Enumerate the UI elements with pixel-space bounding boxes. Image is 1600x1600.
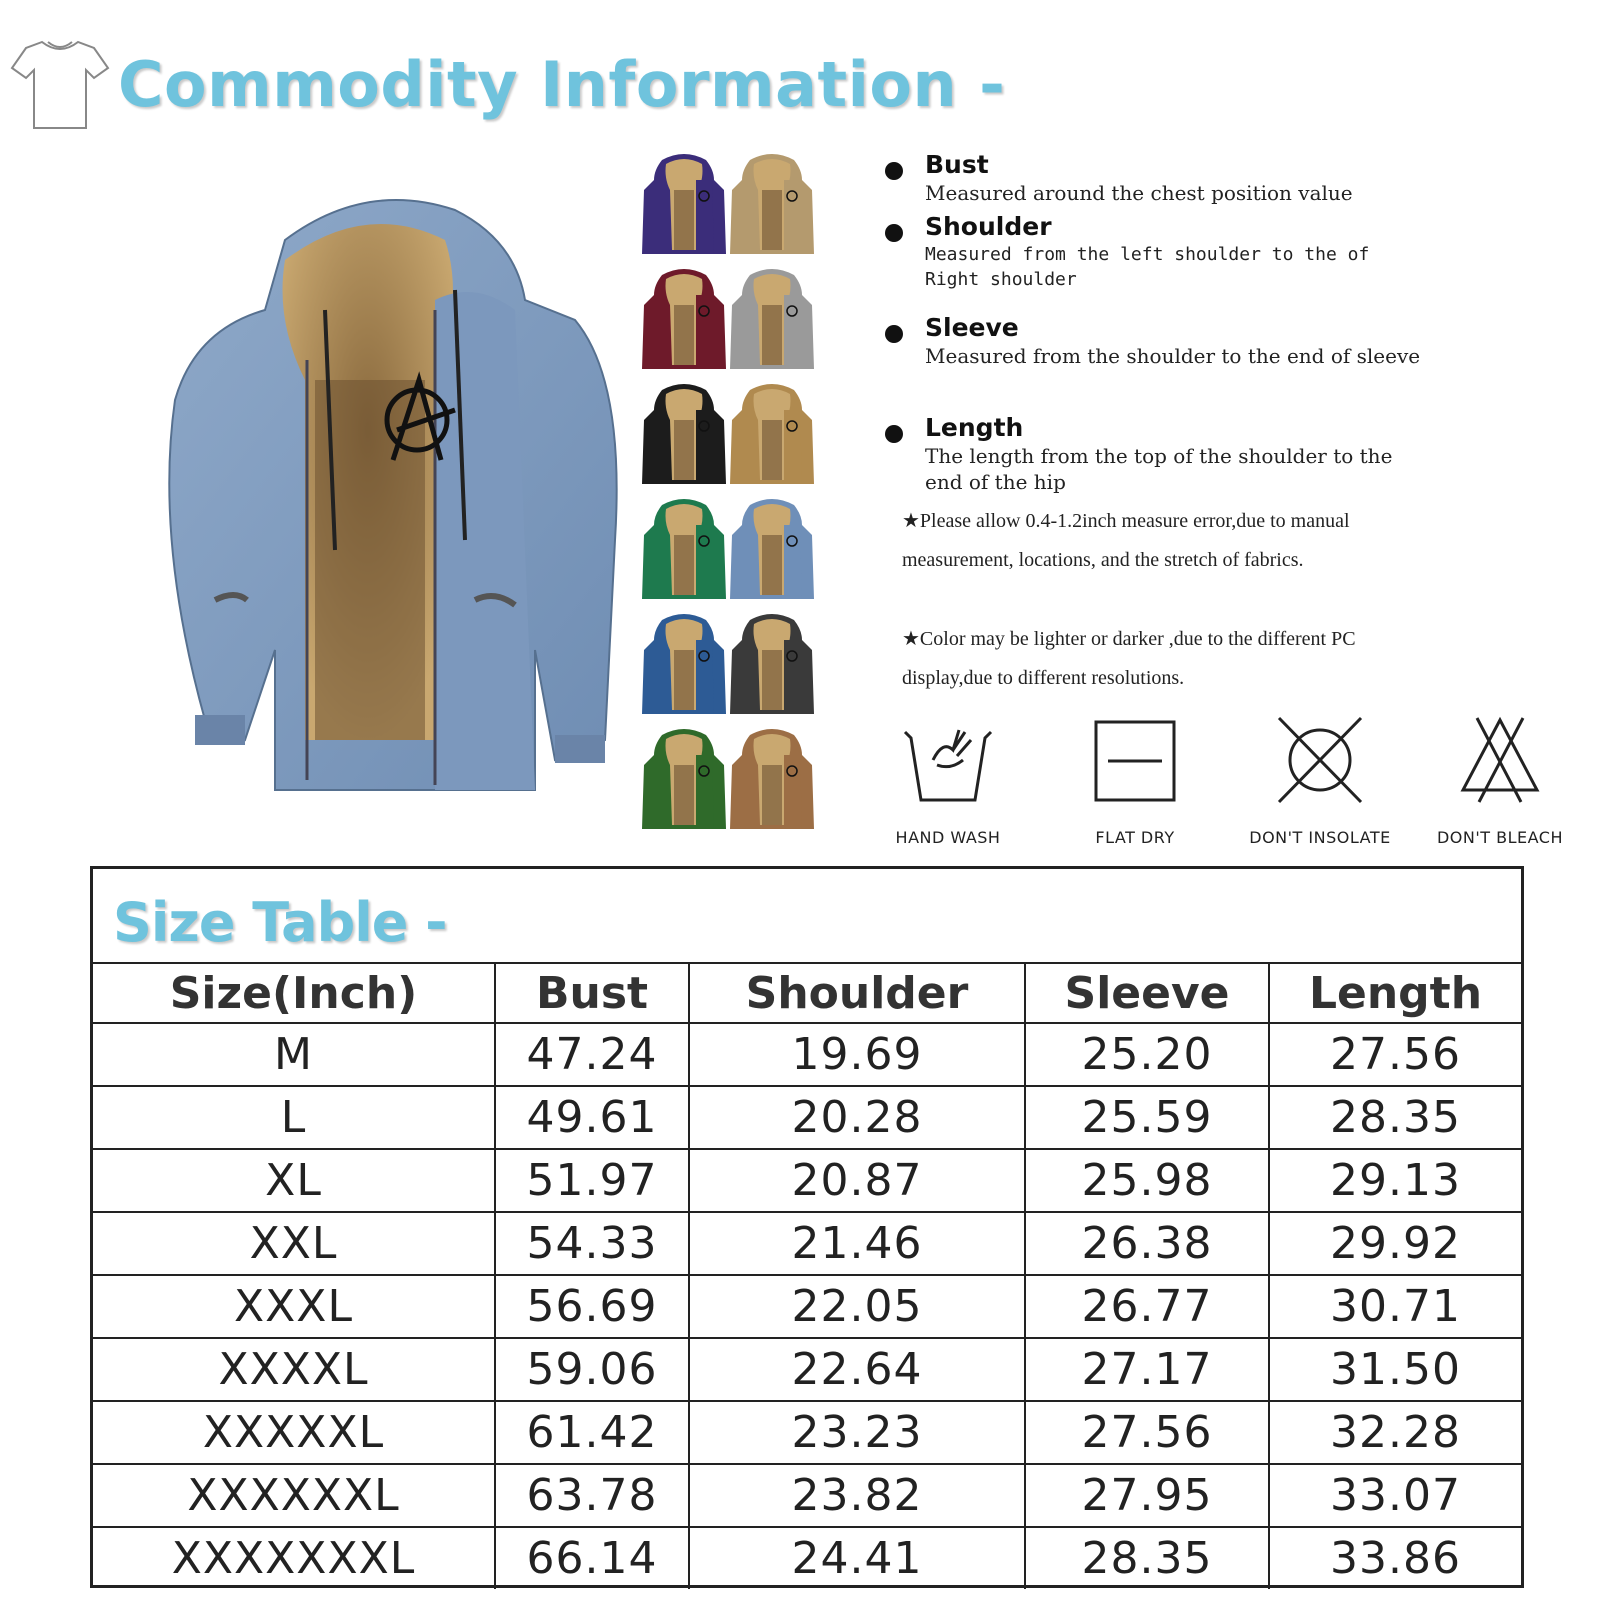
table-cell: 31.50 (1269, 1338, 1521, 1401)
bullet-icon (885, 224, 903, 242)
table-header-row (93, 963, 1521, 1023)
table-cell: 54.33 (495, 1212, 689, 1275)
table-row (93, 1275, 1521, 1338)
tshirt-icon (8, 28, 112, 132)
measure-desc: Measured from the left shoulder to the of Right shoulder (925, 244, 1370, 290)
measure-desc: Measured from the shoulder to the end of sleeve (925, 344, 1421, 368)
table-cell: 28.35 (1269, 1086, 1521, 1149)
color-variant-thumbnail (726, 150, 818, 262)
table-cell: 51.97 (495, 1149, 689, 1212)
table-cell: 26.38 (1025, 1212, 1269, 1275)
measure-desc: The length from the top of the shoulder to the end of the hip (925, 444, 1393, 494)
measure-title: Sleeve (925, 313, 1019, 342)
bullet-icon (885, 325, 903, 343)
table-cell: 23.82 (689, 1464, 1025, 1527)
header (0, 20, 1006, 140)
color-variant-thumbnail (638, 265, 730, 377)
table-cell: 29.13 (1269, 1149, 1521, 1212)
table-cell: 22.05 (689, 1275, 1025, 1338)
color-variant-thumbnail (638, 610, 730, 722)
color-variant-thumbnail (726, 495, 818, 607)
color-variants-grid (638, 150, 838, 850)
measure-title: Shoulder (925, 212, 1052, 241)
bullet-icon (885, 162, 903, 180)
table-cell: XXXXXXL (93, 1464, 495, 1527)
care-dont-bleach (1420, 710, 1580, 850)
table-cell: XXXL (93, 1275, 495, 1338)
table-row (93, 1527, 1521, 1589)
table-row (93, 1401, 1521, 1464)
table-row (93, 1149, 1521, 1212)
size-table (93, 962, 1521, 1589)
table-row (93, 1464, 1521, 1527)
care-label: DON'T BLEACH (1436, 828, 1563, 847)
measure-title: Length (925, 413, 1024, 442)
table-cell: 21.46 (689, 1212, 1025, 1275)
care-flat-dry (1055, 710, 1215, 850)
care-hand-wash (868, 710, 1028, 850)
color-variant-thumbnail (726, 380, 818, 492)
table-cell: 28.35 (1025, 1527, 1269, 1589)
table-cell: 59.06 (495, 1338, 689, 1401)
table-cell: L (93, 1086, 495, 1149)
column-header: Shoulder (689, 963, 1025, 1023)
table-cell: 24.41 (689, 1527, 1025, 1589)
care-dont-insolate (1240, 710, 1400, 850)
table-cell: 33.86 (1269, 1527, 1521, 1589)
note-measure-error: ★Please allow 0.4-1.2inch measure error,due to manual measurement, locations, and the stretch of fabrics. (902, 510, 1350, 571)
table-cell: XL (93, 1149, 495, 1212)
table-cell: 49.61 (495, 1086, 689, 1149)
main-jacket-image (135, 180, 645, 820)
color-variant-thumbnail (726, 610, 818, 722)
table-cell: XXXXL (93, 1338, 495, 1401)
table-cell: XXXXXXXL (93, 1527, 495, 1589)
hand-wash-icon (893, 710, 1003, 810)
table-cell: 30.71 (1269, 1275, 1521, 1338)
table-row (93, 1338, 1521, 1401)
table-cell: 63.78 (495, 1464, 689, 1527)
table-cell: 20.28 (689, 1086, 1025, 1149)
table-row (93, 1212, 1521, 1275)
table-cell: 19.69 (689, 1023, 1025, 1086)
color-variant-thumbnail (638, 380, 730, 492)
table-cell: 27.56 (1025, 1401, 1269, 1464)
color-variant-thumbnail (726, 725, 818, 837)
table-cell: 56.69 (495, 1275, 689, 1338)
measure-desc: Measured around the chest position value (925, 181, 1353, 205)
table-cell: 22.64 (689, 1338, 1025, 1401)
table-cell: 47.24 (495, 1023, 689, 1086)
table-cell: 25.98 (1025, 1149, 1269, 1212)
table-cell: 20.87 (689, 1149, 1025, 1212)
table-cell: 66.14 (495, 1527, 689, 1589)
color-variant-thumbnail (726, 265, 818, 377)
column-header: Sleeve (1025, 963, 1269, 1023)
care-label: FLAT DRY (1095, 828, 1175, 847)
column-header: Length (1269, 963, 1521, 1023)
care-label: HAND WASH (895, 828, 1001, 847)
color-variant-thumbnail (638, 495, 730, 607)
note-color: ★Color may be lighter or darker ,due to the different PC display,due to different resolutions. (902, 628, 1356, 689)
size-table-title: Size Table - (113, 891, 447, 954)
table-row (93, 1023, 1521, 1086)
table-cell: 26.77 (1025, 1275, 1269, 1338)
table-cell: 27.95 (1025, 1464, 1269, 1527)
dont-insolate-icon (1265, 710, 1375, 810)
table-cell: XXXXXL (93, 1401, 495, 1464)
table-cell: XXL (93, 1212, 495, 1275)
care-label: DON'T INSOLATE (1249, 828, 1391, 847)
dont-bleach-icon (1445, 710, 1555, 810)
table-cell: 33.07 (1269, 1464, 1521, 1527)
color-variant-thumbnail (638, 150, 730, 262)
column-header: Bust (495, 963, 689, 1023)
color-variant-thumbnail (638, 725, 730, 837)
page-title: Commodity Information - (118, 48, 1006, 121)
table-cell: 23.23 (689, 1401, 1025, 1464)
measure-title: Bust (925, 150, 989, 179)
table-cell: 61.42 (495, 1401, 689, 1464)
table-cell: 27.56 (1269, 1023, 1521, 1086)
column-header: Size(Inch) (93, 963, 495, 1023)
table-cell: 27.17 (1025, 1338, 1269, 1401)
table-cell: 32.28 (1269, 1401, 1521, 1464)
table-cell: M (93, 1023, 495, 1086)
table-cell: 25.20 (1025, 1023, 1269, 1086)
table-cell: 29.92 (1269, 1212, 1521, 1275)
table-cell: 25.59 (1025, 1086, 1269, 1149)
bullet-icon (885, 425, 903, 443)
size-table-panel (90, 866, 1524, 1588)
flat-dry-icon (1080, 710, 1190, 810)
table-row (93, 1086, 1521, 1149)
